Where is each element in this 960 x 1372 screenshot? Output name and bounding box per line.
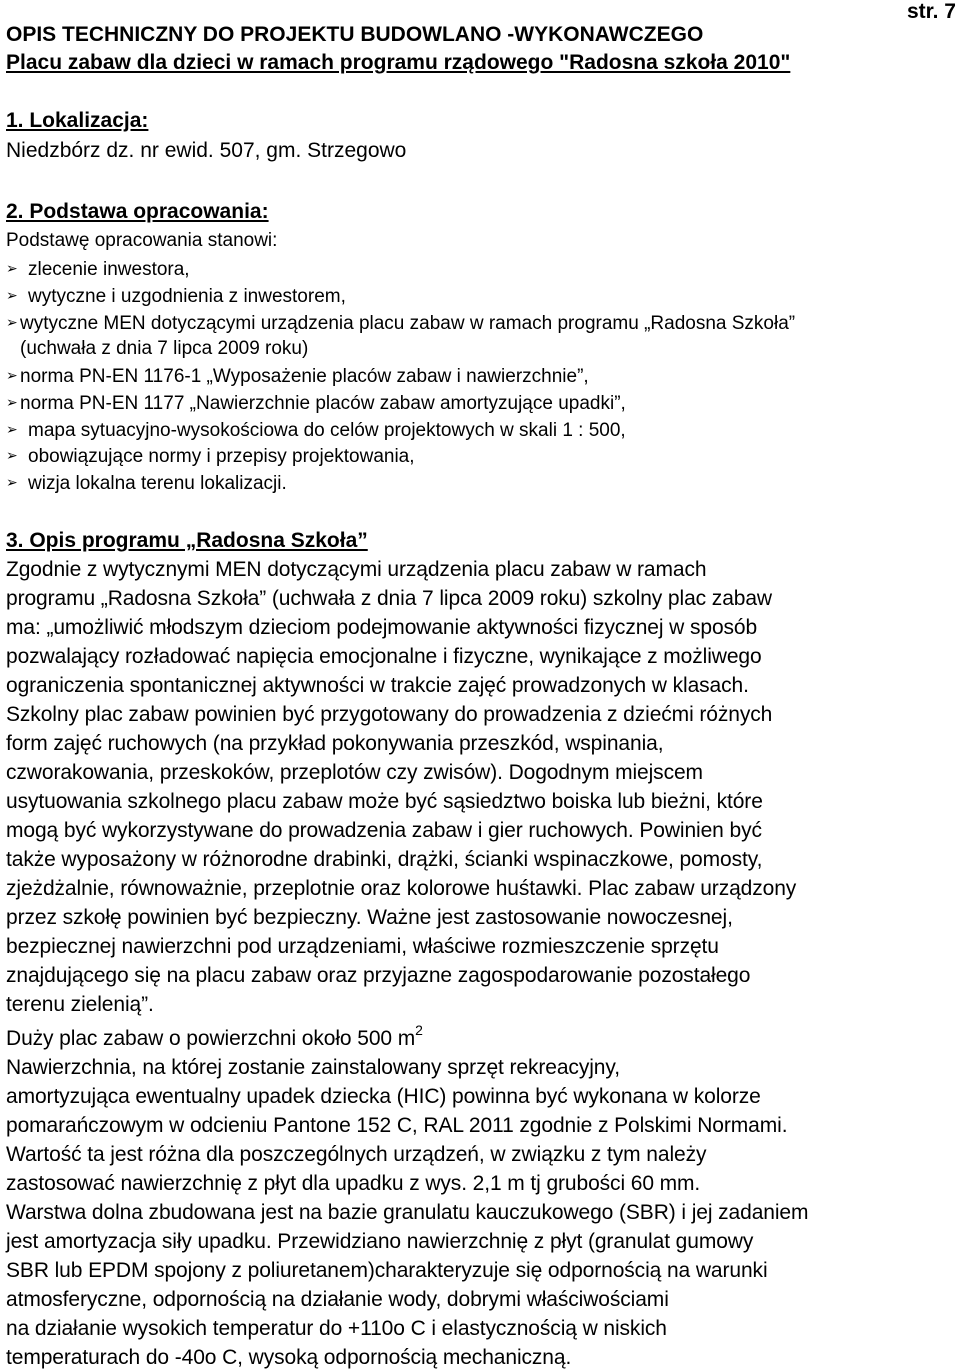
arrow-bullet-icon: ➢ — [6, 474, 18, 490]
list-item — [6, 390, 626, 416]
paragraph-line: terenu zielenią”. — [6, 993, 154, 1016]
area-text: Duży plac zabaw o powierzchni około 500 m — [6, 1027, 416, 1050]
paragraph-line: usytuowania szkolnego placu zabaw może być sąsiedztwo boiska lub bieżni, które — [6, 790, 763, 813]
arrow-bullet-icon: ➢ — [6, 421, 18, 437]
paragraph-line: czworakowania, przeskoków, przeplotów czy zwisów). Dogodnym miejscem — [6, 761, 703, 784]
paragraph-line: mogą być wykorzystywane do prowadzenia zabaw i gier ruchowych. Powinien być — [6, 819, 762, 842]
document-subtitle: Placu zabaw dla dzieci w ramach programu rządowego "Radosna szkoła 2010" — [6, 51, 791, 74]
section2-heading: 2. Podstawa opracowania: — [6, 200, 269, 223]
arrow-bullet-icon: ➢ — [6, 287, 18, 303]
paragraph-line: amortyzująca ewentualny upadek dziecka (HIC) powinna być wykonana w kolorze — [6, 1085, 761, 1108]
area-line — [6, 1024, 423, 1053]
paragraph-line: temperaturach do -40o C, wysoką odpornością mechaniczną. — [6, 1346, 572, 1369]
paragraph-line: jest amortyzacja siły upadku. Przewidziano nawierzchnię z płyt (granulat gumowy — [6, 1230, 754, 1253]
list-item-continuation: (uchwała z dnia 7 lipca 2009 roku) — [20, 338, 309, 359]
paragraph-line: SBR lub EPDM spojony z poliuretanem)charakteryzuje się odpornością na warunki — [6, 1259, 768, 1282]
paragraph-line: programu „Radosna Szkoła” (uchwała z dnia 7 lipca 2009 roku) szkolny plac zabaw — [6, 587, 772, 610]
paragraph-line: bezpiecznej nawierzchni pod urządzeniami, właściwe rozmieszczenie sprzętu — [6, 935, 719, 958]
paragraph-line: na działanie wysokich temperatur do +110o C i elastycznością w niskich — [6, 1317, 667, 1340]
arrow-bullet-icon: ➢ — [6, 314, 18, 330]
arrow-bullet-icon: ➢ — [6, 394, 18, 410]
list-item — [6, 417, 626, 443]
list-item-text: wytyczne MEN dotyczącymi urządzenia placu zabaw w ramach programu „Radosna Szkoła” — [20, 313, 796, 334]
paragraph-line: pomarańczowym w odcieniu Pantone 152 C, RAL 2011 zgodnie z Polskimi Normami. — [6, 1114, 788, 1137]
document-title: OPIS TECHNICZNY DO PROJEKTU BUDOWLANO -WYKONAWCZEGO — [6, 23, 704, 46]
list-item-text: zlecenie inwestora, — [28, 259, 190, 280]
section1-heading: 1. Lokalizacja: — [6, 109, 149, 132]
paragraph-line: zastosować nawierzchnię z płyt dla upadku z wys. 2,1 m tj grubości 60 mm. — [6, 1172, 701, 1195]
section1-text: Niedzbórz dz. nr ewid. 507, gm. Strzegowo — [6, 139, 407, 162]
list-item — [6, 363, 589, 389]
arrow-bullet-icon: ➢ — [6, 260, 18, 276]
paragraph-line: form zajęć ruchowych (na przykład pokonywania przeszkód, wspinania, — [6, 732, 664, 755]
paragraph-line: atmosferyczne, odpornością na działanie wody, dobrymi właściwościami — [6, 1288, 669, 1311]
list-item-text: wytyczne i uzgodnienia z inwestorem, — [28, 286, 346, 307]
section3-heading: 3. Opis programu „Radosna Szkoła” — [6, 529, 368, 552]
paragraph-line: znajdującego się na placu zabaw oraz przyjazne zagospodarowanie pozostałego — [6, 964, 751, 987]
list-item — [6, 443, 415, 469]
paragraph-line: Szkolny plac zabaw powinien być przygotowany do prowadzenia z dziećmi różnych — [6, 703, 773, 726]
list-item — [6, 310, 795, 336]
paragraph-line: Zgodnie z wytycznymi MEN dotyczącymi urządzenia placu zabaw w ramach — [6, 558, 707, 581]
paragraph-line: ograniczenia spontanicznej aktywności w trakcie zajęć prowadzonych w klasach. — [6, 674, 749, 697]
arrow-bullet-icon: ➢ — [6, 447, 18, 463]
list-item — [6, 256, 190, 282]
list-item-text: norma PN-EN 1177 „Nawierzchnie placów zabaw amortyzujące upadki”, — [20, 393, 626, 414]
list-item-text: norma PN-EN 1176-1 „Wyposażenie placów zabaw i nawierzchnie”, — [20, 366, 589, 387]
paragraph-line: pozwalający rozładować napięcia emocjonalne i fizyczne, wynikające z możliwego — [6, 645, 762, 668]
list-item-text: wizja lokalna terenu lokalizacji. — [28, 473, 287, 494]
paragraph-line: Wartość ta jest różna dla poszczególnych urządzeń, w związku z tym należy — [6, 1143, 707, 1166]
arrow-bullet-icon: ➢ — [6, 367, 18, 383]
paragraph-line: Nawierzchnia, na której zostanie zainstalowany sprzęt rekreacyjny, — [6, 1056, 620, 1079]
paragraph-line: zjeżdżalnie, równoważnie, przeplotnie oraz kolorowe huśtawki. Plac zabaw urządzony — [6, 877, 797, 900]
page-number: str. 7 — [906, 0, 956, 23]
list-item-text: obowiązujące normy i przepisy projektowania, — [28, 446, 415, 467]
list-item — [6, 283, 346, 309]
list-item-text: mapa sytuacyjno-wysokościowa do celów projektowych w skali 1 : 500, — [28, 420, 626, 441]
paragraph-line: także wyposażony w różnorodne drabinki, drążki, ścianki wspinaczkowe, pomosty, — [6, 848, 763, 871]
list-item — [6, 470, 287, 496]
section2-intro: Podstawę opracowania stanowi: — [6, 230, 278, 251]
paragraph-line: ma: „umożliwić młodszym dzieciom podejmowanie aktywności fizycznej w sposób — [6, 616, 758, 639]
area-unit-superscript: 2 — [415, 1022, 423, 1038]
paragraph-line: Warstwa dolna zbudowana jest na bazie granulatu kauczukowego (SBR) i jej zadaniem — [6, 1201, 809, 1224]
paragraph-line: przez szkołę powinien być bezpieczny. Ważne jest zastosowanie nowoczesnej, — [6, 906, 733, 929]
